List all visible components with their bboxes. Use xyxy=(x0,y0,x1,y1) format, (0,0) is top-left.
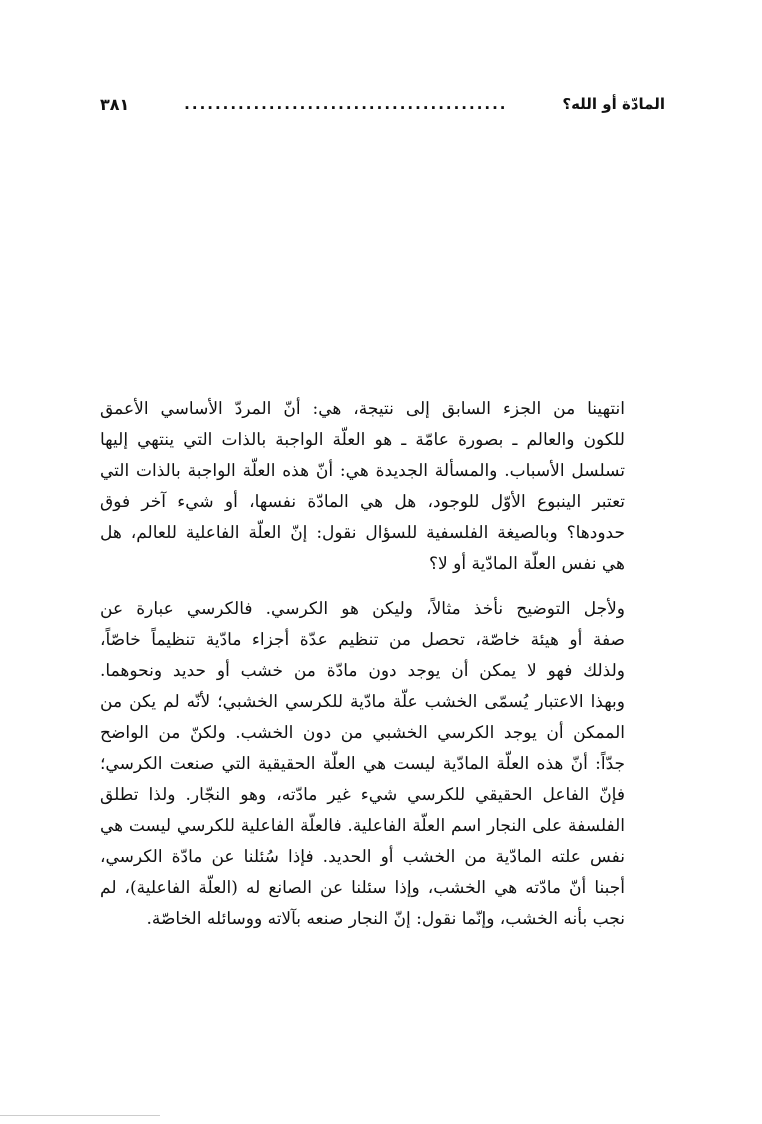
page-number: ٣٨١ xyxy=(100,94,130,114)
text-line: الممكن أن يوجد الكرسي الخشبي من دون الخشب. ولكنّ من الواضح xyxy=(100,723,625,743)
body-text xyxy=(100,394,665,935)
scan-edge-line xyxy=(0,1115,160,1116)
text-line: للكون والعالم ـ بصورة عامّة ـ هو العلّة الواجبة بالذات التي ينتهي إليها xyxy=(100,430,625,450)
text-line: وبهذا الاعتبار يُسمّى الخشب علّة مادّية للكرسي الخشبي؛ لأنّه لم يكن من xyxy=(100,692,625,712)
text-line: أجبنا أنّ مادّته هي الخشب، وإذا سئلنا عن الصانع له (العلّة الفاعلية)، لم xyxy=(100,878,625,898)
text-line: نفس علته المادّية من الخشب أو الحديد. فإذا سُئلنا عن مادّة الكرسي، xyxy=(100,847,625,867)
text-line: هي نفس العلّة المادّية أو لا؟ xyxy=(429,554,625,574)
running-header xyxy=(100,88,665,120)
text-line: تسلسل الأسباب. والمسألة الجديدة هي: أنّ هذه العلّة الواجبة بالذات التي xyxy=(100,461,625,481)
text-line: انتهينا من الجزء السابق إلى نتيجة، هي: أنّ المردّ الأساسي الأعمق xyxy=(100,399,625,419)
text-line: فإنّ الفاعل الحقيقي للكرسي شيء غير مادّته، وهو النجّار. ولذا تطلق xyxy=(100,785,625,805)
text-line: الفلسفة على النجار اسم العلّة الفاعلية. فالعلّة الفاعلية للكرسي ليست هي xyxy=(100,816,625,836)
paragraph-1 xyxy=(100,394,665,580)
text-line: حدودها؟ وبالصيغة الفلسفية للسؤال نقول: إنّ العلّة الفاعلية للعالم، هل xyxy=(100,523,625,543)
chapter-title: المادّة أو الله؟ xyxy=(562,95,665,113)
text-line: صفة أو هيئة خاصّة، تحصل من تنظيم عدّة أجزاء مادّية تنظيماً خاصّاً، xyxy=(100,630,625,650)
paragraph-2 xyxy=(100,594,665,935)
text-line: جدّاً: أنّ هذه العلّة المادّية ليست هي العلّة الحقيقية التي صنعت الكرسي؛ xyxy=(100,754,625,774)
text-line: ولذلك فهو لا يمكن أن يوجد دون مادّة من خشب أو حديد ونحوهما. xyxy=(100,661,625,681)
text-line: تعتبر الينبوع الأوّل للوجود، هل هي المادّة نفسها، أو شيء آخر فوق xyxy=(100,492,625,512)
leader-dots: .......................................... xyxy=(184,95,508,113)
text-line: ولأجل التوضيح نأخذ مثالاً، وليكن هو الكرسي. فالكرسي عبارة عن xyxy=(100,599,625,619)
text-line: نجب بأنه الخشب، وإنّما نقول: إنّ النجار صنعه بآلاته ووسائله الخاصّة. xyxy=(146,909,625,929)
